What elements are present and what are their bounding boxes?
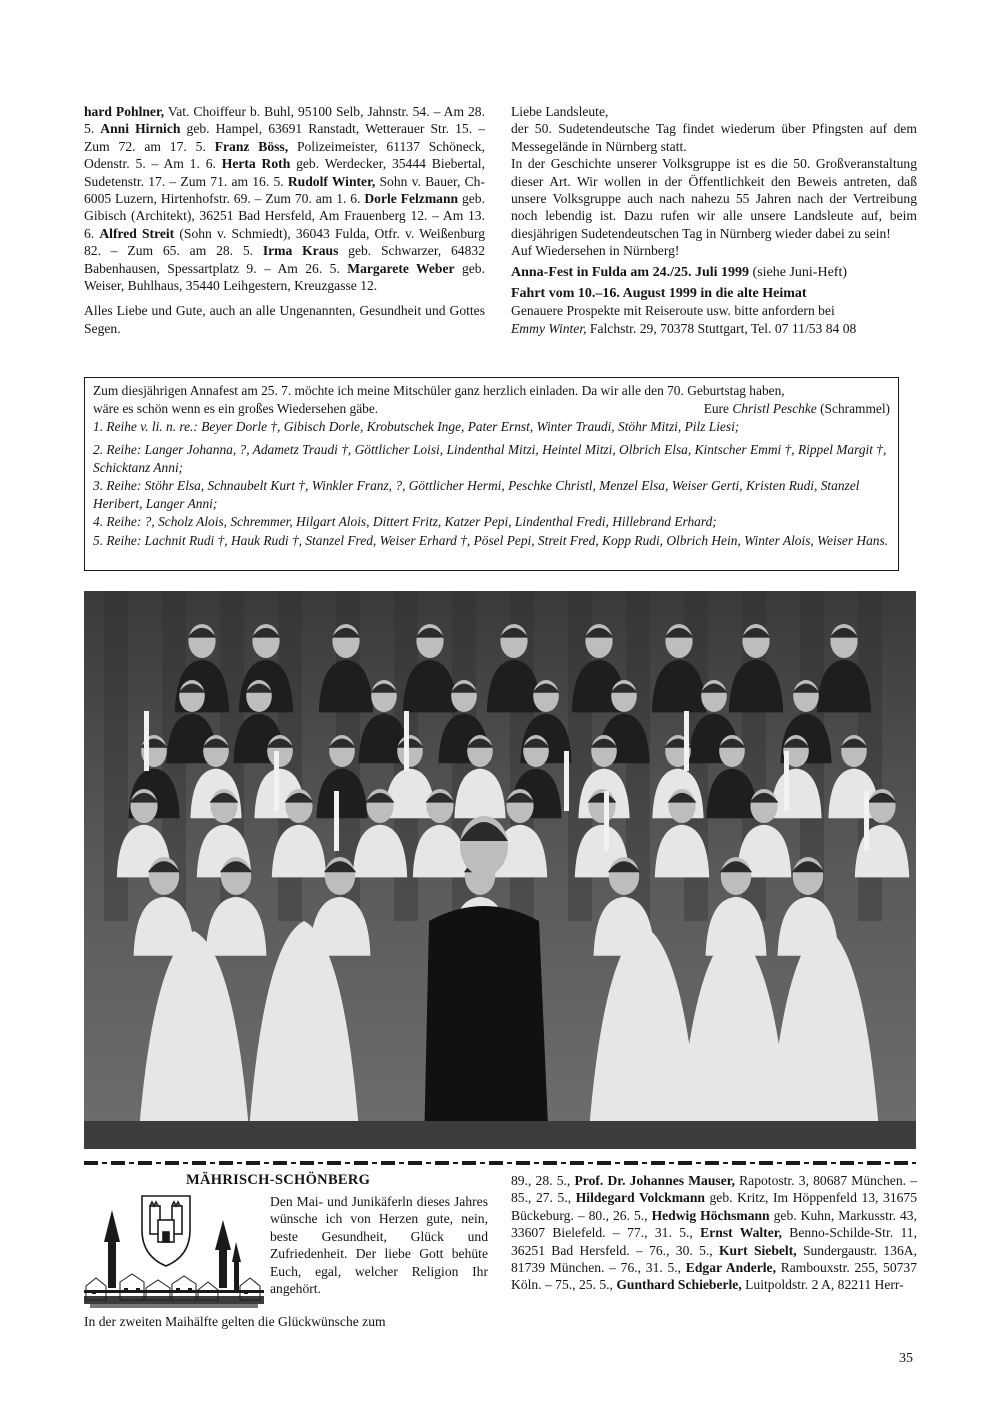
- person-name: Hedwig Höchsmann: [651, 1207, 770, 1223]
- divider-dash: [570, 1161, 584, 1165]
- divider-dash: [858, 1162, 863, 1164]
- candle: [684, 711, 689, 771]
- entry-text: geb. Gibisch (Architekt), 36251 Bad Hersfeld, Am Frauenberg 12. – Am 13. 6.: [84, 191, 485, 241]
- divider-dash: [516, 1161, 530, 1165]
- announcement-farewell: Auf Wiedersehen in Nürnberg!: [511, 243, 680, 259]
- divider-dash: [651, 1161, 665, 1165]
- section-divider: [84, 1160, 916, 1166]
- person-name: Dorle Felzmann: [364, 191, 459, 207]
- entry-text: Rambouxstr. 255, 50737 Köln. – 75., 25. 5.,: [511, 1260, 918, 1293]
- divider-dash: [381, 1161, 395, 1165]
- entry-text: (Sohn v. Schmiedt), 36043 Fulda, Otfr. v. Weißenburg 82. – Zum 65. am 28. 5.: [84, 225, 486, 259]
- group-photo: [84, 591, 916, 1149]
- divider-dash: [786, 1161, 800, 1165]
- entry-text: Rapotostr. 3, 80687 München. – 85., 27. 5.,: [511, 1173, 918, 1206]
- trip-heading: Fahrt vom 10.–16. August 1999 in die alte Heimat: [511, 286, 807, 302]
- divider-dash: [129, 1162, 134, 1164]
- person-name: Irma Kraus: [262, 243, 339, 259]
- signature-suffix: (Schrammel): [816, 401, 890, 417]
- candle: [404, 711, 409, 771]
- divider-dash: [84, 1161, 98, 1165]
- divider-dash: [453, 1162, 458, 1164]
- candle: [564, 751, 569, 811]
- person-name: Ernst Walter,: [700, 1225, 782, 1241]
- announcement-greeting: Liebe Landsleute,: [511, 104, 609, 119]
- divider-dash: [102, 1162, 107, 1164]
- announcement-paragraph-2: In der Geschichte unserer Volksgruppe ist es die 50. Großveranstaltung dieser Art. Wir wollen in der Öffentlichkeit den Beweis antreten, daß unsere Volksgruppe auch nach nahezu 55 Jahren nach der Vertreibung noch lebendig ist. Dazu rufen wir alle unsere Landsleute auf, beim diesjährigen Sudetendeutschen Tag in Nürnberg wieder dabei zu sein!: [511, 156, 917, 241]
- person-name: Rudolf Winter,: [287, 173, 376, 189]
- entry-text: Luitpoldstr. 2 A, 82211 Herr-: [741, 1277, 904, 1293]
- divider-dash: [264, 1162, 269, 1164]
- divider-dash: [318, 1162, 323, 1164]
- divider-dash: [732, 1161, 746, 1165]
- divider-dash: [399, 1162, 404, 1164]
- divider-dash: [705, 1161, 719, 1165]
- candle: [784, 751, 789, 811]
- person-name: Kurt Siebelt,: [718, 1242, 797, 1258]
- candle: [144, 711, 149, 771]
- annafest-title: Anna-Fest in Fulda am 24./25. Juli 1999: [511, 264, 750, 280]
- entry-text: Sundergaustr. 136A, 81739 München. – 76., 31. 5.,: [511, 1242, 917, 1276]
- candle: [864, 791, 869, 851]
- divider-dash: [156, 1162, 161, 1164]
- entry-text: geb. Werdecker, 35444 Biebertal, Sudetenstr. 17. – Zum 71. am 16. 5.: [84, 156, 485, 189]
- divider-dash: [669, 1162, 674, 1164]
- birthday-list-top-left: [84, 103, 485, 337]
- divider-dash: [840, 1161, 854, 1165]
- entry-text: geb. Weiser, Buhlhaus, 35440 Leihgestern, Kreuzgasse 12.: [84, 260, 485, 294]
- divider-dash: [642, 1162, 647, 1164]
- divider-dash: [588, 1162, 593, 1164]
- photo-floor: [84, 1121, 916, 1149]
- candle: [334, 791, 339, 851]
- group-photo-drawing: [84, 591, 916, 1149]
- invitation-line-2: [93, 400, 890, 418]
- photo-row-5: 5. Reihe: Lachnit Rudi †, Hauk Rudi †, Stanzel Fred, Weiser Erhard †, Pösel Pepi, Streit Fred, Kopp Rudi, Olbrich Hein, Winter Alois, Weiser Hans.: [93, 532, 889, 548]
- annafest-note: (siehe Juni-Heft): [749, 264, 847, 280]
- person-name: Anni Hirnich: [100, 121, 181, 137]
- divider-dash: [111, 1161, 125, 1165]
- person-name: Gunthard Schieberle,: [616, 1277, 742, 1293]
- divider-dash: [273, 1161, 287, 1165]
- divider-dash: [507, 1162, 512, 1164]
- divider-dash: [867, 1161, 881, 1165]
- priest-cassock: [424, 906, 549, 1149]
- divider-dash: [804, 1162, 809, 1164]
- entry-text: geb. Kritz, Im Höppenfeld 13, 31675 Bückeburg. – 80., 26. 5.,: [511, 1190, 918, 1223]
- divider-dash: [696, 1162, 701, 1164]
- person-name: Prof. Dr. Johannes Mauser,: [574, 1173, 735, 1188]
- divider-dash: [561, 1162, 566, 1164]
- entry-text: Polizeimeister, 61137 Schöneck, Odenstr. 5. – Am 1. 6.: [84, 138, 485, 172]
- photo-row-4: 4. Reihe: ?, Scholz Alois, Schremmer, Hilgart Alois, Dittert Fritz, Katzer Pepi, Lindenthal Fredi, Hillebrand Erhard;: [93, 514, 717, 530]
- signature-name: Christl Peschke: [732, 401, 817, 417]
- divider-dash: [426, 1162, 431, 1164]
- divider-dash: [210, 1162, 215, 1164]
- divider-dash: [300, 1161, 314, 1165]
- page-number: 35: [899, 1351, 913, 1366]
- birthday-paragraph: [511, 1172, 917, 1294]
- divider-dash: [462, 1161, 476, 1165]
- invitation-text: wäre es schön wenn es ein großes Wiedersehen gäbe.: [93, 401, 379, 417]
- divider-dash: [345, 1162, 350, 1164]
- divider-dash: [597, 1161, 611, 1165]
- candle: [274, 751, 279, 811]
- divider-dash: [480, 1162, 485, 1164]
- entry-text: geb. Kuhn, Markusstr. 43, 33607 Bielefeld. – 77., 31. 5.,: [511, 1207, 918, 1241]
- invitation-box: [84, 377, 899, 571]
- section-title: MÄHRISCH-SCHÖNBERG: [186, 1172, 371, 1188]
- divider-dash: [912, 1162, 916, 1164]
- greeting-text: Den Mai- und Junikäferln dieses Jahres wünsche ich von Herzen gute, nein, beste Gesundheit, Glück und Zufriedenheit. Der liebe Gott behüte Euch, egal, welcher Religion Ihr angehört.: [270, 1194, 488, 1297]
- entry-text: Vat. Choiffeur b. Buhl, 95100 Selb, Jahnstr. 54. – Am 28. 5.: [84, 104, 485, 137]
- divider-dash: [723, 1162, 728, 1164]
- entry-text: Benno-Schilde-Str. 11, 36251 Bad Hersfeld. – 76., 30. 5.,: [511, 1225, 917, 1258]
- divider-dash: [372, 1162, 377, 1164]
- maehrisch-schoenberg-section: [84, 1172, 491, 1352]
- divider-dash: [237, 1162, 242, 1164]
- divider-dash: [831, 1162, 836, 1164]
- greeting-continuation: In der zweiten Maihälfte gelten die Glückwünsche zum: [84, 1314, 386, 1329]
- divider-dash: [624, 1161, 638, 1165]
- entry-text: Sohn v. Bauer, Ch-6005 Luzern, Hirtenhofstr. 69. – Zum 70. am 1. 6.: [84, 173, 486, 207]
- divider-dash: [165, 1161, 179, 1165]
- announcement-paragraph-1: der 50. Sudetendeutsche Tag findet wiederum über Pfingsten auf dem Messegelände in Nürnberg statt.: [511, 121, 917, 154]
- divider-dash: [543, 1161, 557, 1165]
- divider-dash: [813, 1161, 827, 1165]
- town-coat-of-arms-icon: [84, 1190, 264, 1313]
- birthday-paragraph: [84, 103, 485, 294]
- photo-row-3: 3. Reihe: Stöhr Elsa, Schnaubelt Kurt †, Winkler Franz, ?, Göttlicher Hermi, Peschke Christl, Menzel Elsa, Weiser Gerti, Kristen Rudi, Stanzel Heribert, Langer Anni;: [93, 478, 860, 512]
- divider-dash: [291, 1162, 296, 1164]
- announcement-column: [511, 103, 917, 337]
- divider-dash: [678, 1161, 692, 1165]
- candle: [604, 791, 609, 851]
- closing-wish: [84, 302, 485, 337]
- contact-name: Emmy Winter,: [511, 320, 587, 336]
- person-name: Alfred Streit: [99, 225, 175, 241]
- divider-dash: [219, 1161, 233, 1165]
- divider-dash: [435, 1161, 449, 1165]
- signature-prefix: Eure: [703, 401, 733, 417]
- person-name: Herta Roth: [221, 156, 291, 172]
- divider-dash: [489, 1161, 503, 1165]
- divider-dash: [759, 1161, 773, 1165]
- divider-dash: [192, 1161, 206, 1165]
- divider-dash: [777, 1162, 782, 1164]
- contact-line: [511, 320, 917, 337]
- person-name: Margarete Weber: [347, 260, 455, 276]
- photo-row-1: 1. Reihe v. li. n. re.: Beyer Dorle †, Gibisch Dorle, Krobutschek Inge, Pater Ernst, Winter Traudi, Stöhr Mitzi, Pilz Liesi;: [93, 419, 740, 435]
- annafest-heading: [511, 264, 917, 281]
- divider-dash: [327, 1161, 341, 1165]
- divider-dash: [615, 1162, 620, 1164]
- person-name: Hildegard Volckmann: [575, 1190, 705, 1206]
- invitation-line-1: Zum diesjährigen Annafest am 25. 7. möchte ich meine Mitschüler ganz herzlich einladen. Da wir alle den 70. Geburtstag haben,: [93, 383, 785, 398]
- divider-dash: [183, 1162, 188, 1164]
- entry-text: Alles Liebe und Gute, auch an alle Ungenannten, Gesundheit und Gottes Segen.: [84, 303, 485, 336]
- divider-dash: [894, 1161, 908, 1165]
- divider-dash: [408, 1161, 422, 1165]
- entry-text: geb. Schwarzer, 64832 Babenhausen, Spessartplatz 9. – Am 26. 5.: [84, 243, 485, 276]
- contact-address: Falchstr. 29, 70378 Stuttgart, Tel. 07 11/53 84 08: [586, 320, 857, 336]
- birthday-list-bottom-right: [511, 1172, 917, 1294]
- person-name: Edgar Anderle,: [685, 1260, 776, 1276]
- divider-dash: [534, 1162, 539, 1164]
- person-name: hard Pohlner,: [84, 104, 165, 119]
- invitation-signature: [704, 400, 890, 418]
- divider-dash: [750, 1162, 755, 1164]
- divider-dash: [354, 1161, 368, 1165]
- divider-dash: [246, 1161, 260, 1165]
- divider-dash: [885, 1162, 890, 1164]
- entry-text: geb. Hampel, 63691 Ranstadt, Wetterauer Str. 15. – Zum 72. am 17. 5.: [84, 121, 485, 154]
- person-name: Franz Böss,: [214, 138, 289, 154]
- divider-dash: [138, 1161, 152, 1165]
- photo-row-2: 2. Reihe: Langer Johanna, ?, Adametz Traudi †, Göttlicher Loisi, Lindenthal Mitzi, Heintel Mitzi, Olbrich Elsa, Kintscher Emmi †, Rippel Margit †, Schicktanz Anni;: [93, 441, 887, 475]
- entry-text: 89., 28. 5.,: [511, 1173, 575, 1188]
- prospect-line: Genauere Prospekte mit Reiseroute usw. bitte anfordern bei: [511, 303, 835, 319]
